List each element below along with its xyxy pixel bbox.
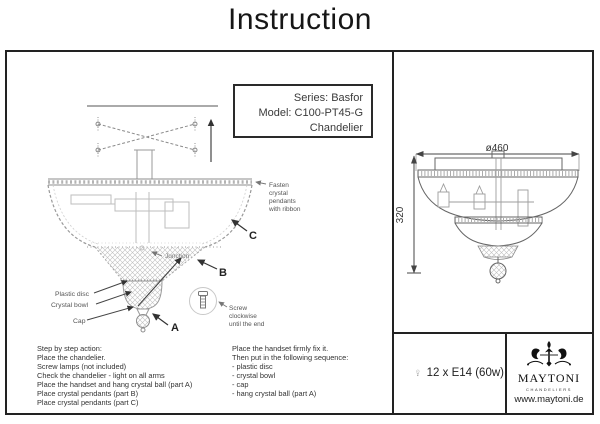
svg-text:crystal: crystal [269,190,288,197]
step-by-step-instructions [37,344,227,407]
bulb-spec-cell [396,335,504,411]
part-a-label: A [171,322,179,334]
sequence-line: Place the handset firmly fix it. [232,344,329,353]
crystal-bowl-label: Crystal bowl [51,302,89,309]
screw-detail-magnifier [190,288,217,315]
bulb-spec-text: 12 x E14 (60w) [426,367,504,379]
side-view-crystal-ball [490,263,506,279]
page-title: Instruction [228,3,372,36]
chandelier-drawing [48,150,301,334]
brand-website: www.maytoni.de [514,394,584,405]
sequence-line: Then put in the following sequence: [232,353,349,362]
cap-label: Cap [73,318,86,325]
crystal-ball [137,315,150,328]
spec-cell-divider [505,332,507,413]
product-type: Chandelier [309,122,363,134]
step-line: Place the chandelier. [37,353,106,362]
lamp-mechanism [71,192,189,250]
assembly-sequence-instructions [232,344,387,398]
product-info-box [233,84,373,138]
part-c-label: C [249,230,257,242]
svg-text:pendants: pendants [269,198,296,205]
sequence-line: - cap [232,380,249,389]
brand-cell [508,334,590,412]
sequence-line: - hang crystal ball (part A) [232,389,317,398]
maytoni-ornament-logo-icon [525,341,573,370]
fasten-label [268,182,301,213]
step-line: Place crystal pendants (part C) [37,398,139,407]
screw-label [229,305,265,328]
product-series: Series: Basfor [293,92,363,104]
height-dimension-label: 320 [395,206,406,224]
svg-text:clockwise: clockwise [229,313,257,320]
sequence-line: - crystal bowl [232,371,276,380]
brand-tagline: CHANDELIERS [525,387,573,392]
dimension-drawing [394,50,590,332]
step-line: Step by step action: [37,344,102,353]
junction-label: Junction [165,253,190,260]
part-b-label: B [219,267,227,279]
sequence-line: - plastic disc [232,362,273,371]
plastic-disc-label: Plastic disc [55,291,89,298]
bulb-icon [416,350,420,396]
diameter-dimension-label: ø460 [485,143,509,154]
product-model: Model: C100-PT45-G [258,107,363,119]
svg-text:until the end: until the end [229,321,265,328]
brand-name: MAYTONI [517,371,581,385]
step-line: Place the handset and hang crystal ball (part A) [37,380,193,389]
svg-text:Fasten: Fasten [269,182,289,189]
svg-text:Screw: Screw [229,305,248,312]
chandelier-side-view [418,151,578,283]
step-line: Check the chandelier - light on all arms [37,371,165,380]
svg-text:with ribbon: with ribbon [269,206,301,213]
step-line: Screw lamps (not included) [37,362,127,371]
step-line: Place crystal pendants (part B) [37,389,139,398]
